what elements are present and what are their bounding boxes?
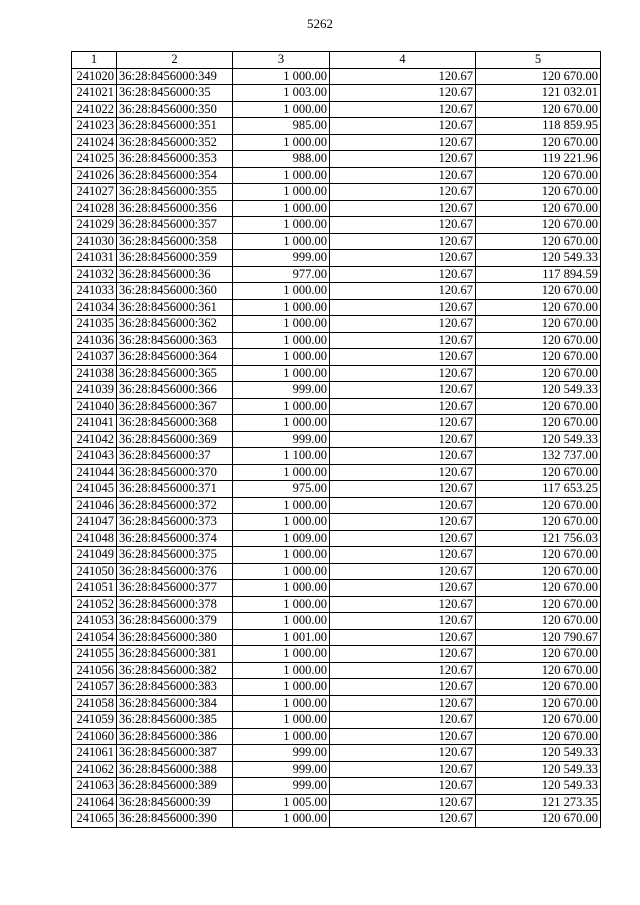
row-number-cell: 241058 [72,695,117,712]
area-cell: 1 000.00 [233,184,330,201]
table-row [72,481,601,498]
cadastral-value-cell: 117 894.59 [476,266,601,283]
cadastral-value-cell: 120 670.00 [476,68,601,85]
area-cell: 1 000.00 [233,332,330,349]
cadastral-value-cell: 120 670.00 [476,101,601,118]
rate-cell: 120.67 [330,151,476,168]
row-number-cell: 241051 [72,580,117,597]
row-number-cell: 241043 [72,448,117,465]
table-row [72,761,601,778]
table-row [72,712,601,729]
rate-cell: 120.67 [330,514,476,531]
cadastral-value-cell: 120 670.00 [476,365,601,382]
rate-cell: 120.67 [330,712,476,729]
rate-cell: 120.67 [330,316,476,333]
cadastral-value-cell: 120 670.00 [476,332,601,349]
cadastral-number-cell: 36:28:8456000:350 [117,101,233,118]
area-cell: 1 000.00 [233,596,330,613]
cadastral-value-cell: 120 670.00 [476,646,601,663]
cadastral-number-cell: 36:28:8456000:374 [117,530,233,547]
cadastral-value-cell: 118 859.95 [476,118,601,135]
row-number-cell: 241039 [72,382,117,399]
cadastral-value-cell: 120 670.00 [476,184,601,201]
cadastral-number-cell: 36:28:8456000:371 [117,481,233,498]
rate-cell: 120.67 [330,431,476,448]
area-cell: 977.00 [233,266,330,283]
area-cell: 1 000.00 [233,365,330,382]
cadastral-number-cell: 36:28:8456000:388 [117,761,233,778]
cadastral-number-cell: 36:28:8456000:381 [117,646,233,663]
cadastral-value-cell: 120 670.00 [476,233,601,250]
row-number-cell: 241049 [72,547,117,564]
cadastral-value-cell: 120 670.00 [476,580,601,597]
cadastral-value-cell: 120 670.00 [476,349,601,366]
area-cell: 1 000.00 [233,134,330,151]
area-cell: 1 000.00 [233,200,330,217]
table-row [72,563,601,580]
rate-cell: 120.67 [330,563,476,580]
rate-cell: 120.67 [330,250,476,267]
table-row [72,778,601,795]
table-row [72,233,601,250]
area-cell: 1 000.00 [233,712,330,729]
rate-cell: 120.67 [330,728,476,745]
cadastral-value-cell: 120 670.00 [476,398,601,415]
table-row [72,151,601,168]
row-number-cell: 241030 [72,233,117,250]
rate-cell: 120.67 [330,118,476,135]
row-number-cell: 241032 [72,266,117,283]
table-row [72,547,601,564]
rate-cell: 120.67 [330,596,476,613]
row-number-cell: 241063 [72,778,117,795]
cadastral-number-cell: 36:28:8456000:362 [117,316,233,333]
cadastral-number-cell: 36:28:8456000:385 [117,712,233,729]
table-body [72,68,601,827]
rate-cell: 120.67 [330,167,476,184]
table-row [72,646,601,663]
row-number-cell: 241037 [72,349,117,366]
area-cell: 999.00 [233,382,330,399]
cadastral-number-cell: 36:28:8456000:39 [117,794,233,811]
row-number-cell: 241045 [72,481,117,498]
row-number-cell: 241042 [72,431,117,448]
row-number-cell: 241057 [72,679,117,696]
row-number-cell: 241059 [72,712,117,729]
rate-cell: 120.67 [330,613,476,630]
rate-cell: 120.67 [330,547,476,564]
table-row [72,596,601,613]
cadastral-number-cell: 36:28:8456000:349 [117,68,233,85]
rate-cell: 120.67 [330,481,476,498]
rate-cell: 120.67 [330,299,476,316]
cadastral-value-cell: 121 756.03 [476,530,601,547]
row-number-cell: 241023 [72,118,117,135]
cadastral-value-table [71,51,601,828]
rate-cell: 120.67 [330,745,476,762]
cadastral-value-cell: 120 549.33 [476,431,601,448]
cadastral-value-cell: 120 670.00 [476,563,601,580]
rate-cell: 120.67 [330,530,476,547]
cadastral-number-cell: 36:28:8456000:387 [117,745,233,762]
area-cell: 1 000.00 [233,415,330,432]
cadastral-value-cell: 120 670.00 [476,712,601,729]
row-number-cell: 241046 [72,497,117,514]
rate-cell: 120.67 [330,332,476,349]
table-row [72,101,601,118]
table-row [72,514,601,531]
cadastral-value-cell: 117 653.25 [476,481,601,498]
cadastral-value-cell: 120 670.00 [476,464,601,481]
area-cell: 1 100.00 [233,448,330,465]
table-row [72,217,601,234]
area-cell: 1 000.00 [233,316,330,333]
cadastral-value-cell: 120 670.00 [476,547,601,564]
table-row [72,629,601,646]
row-number-cell: 241061 [72,745,117,762]
area-cell: 1 000.00 [233,580,330,597]
rate-cell: 120.67 [330,448,476,465]
column-header-5: 5 [476,52,601,69]
table-row [72,365,601,382]
rate-cell: 120.67 [330,85,476,102]
cadastral-number-cell: 36:28:8456000:375 [117,547,233,564]
table-row [72,431,601,448]
cadastral-number-cell: 36:28:8456000:357 [117,217,233,234]
cadastral-number-cell: 36:28:8456000:358 [117,233,233,250]
cadastral-number-cell: 36:28:8456000:37 [117,448,233,465]
row-number-cell: 241064 [72,794,117,811]
area-cell: 1 000.00 [233,398,330,415]
rate-cell: 120.67 [330,794,476,811]
row-number-cell: 241022 [72,101,117,118]
area-cell: 1 000.00 [233,811,330,828]
cadastral-value-cell: 121 273.35 [476,794,601,811]
table-row [72,811,601,828]
page-number: 5262 [307,16,333,31]
table-row [72,398,601,415]
area-cell: 1 000.00 [233,646,330,663]
rate-cell: 120.67 [330,629,476,646]
cadastral-value-cell: 120 670.00 [476,514,601,531]
area-cell: 1 000.00 [233,679,330,696]
cadastral-number-cell: 36:28:8456000:365 [117,365,233,382]
cadastral-number-cell: 36:28:8456000:355 [117,184,233,201]
rate-cell: 120.67 [330,266,476,283]
area-cell: 1 000.00 [233,233,330,250]
row-number-cell: 241036 [72,332,117,349]
row-number-cell: 241056 [72,662,117,679]
table-row [72,134,601,151]
area-cell: 1 000.00 [233,497,330,514]
cadastral-number-cell: 36:28:8456000:376 [117,563,233,580]
cadastral-number-cell: 36:28:8456000:367 [117,398,233,415]
cadastral-number-cell: 36:28:8456000:36 [117,266,233,283]
rate-cell: 120.67 [330,497,476,514]
table-row [72,283,601,300]
rate-cell: 120.67 [330,200,476,217]
rate-cell: 120.67 [330,349,476,366]
column-header-2: 2 [117,52,233,69]
area-cell: 1 000.00 [233,695,330,712]
area-cell: 975.00 [233,481,330,498]
cadastral-number-cell: 36:28:8456000:377 [117,580,233,597]
area-cell: 1 000.00 [233,68,330,85]
cadastral-value-cell: 120 670.00 [476,283,601,300]
table-row [72,266,601,283]
cadastral-value-cell: 120 670.00 [476,662,601,679]
table-row [72,167,601,184]
cadastral-value-cell: 120 549.33 [476,778,601,795]
row-number-cell: 241055 [72,646,117,663]
cadastral-number-cell: 36:28:8456000:386 [117,728,233,745]
column-header-1: 1 [72,52,117,69]
table-row [72,794,601,811]
rate-cell: 120.67 [330,283,476,300]
cadastral-value-cell: 121 032.01 [476,85,601,102]
table-row [72,316,601,333]
row-number-cell: 241060 [72,728,117,745]
cadastral-value-cell: 132 737.00 [476,448,601,465]
row-number-cell: 241053 [72,613,117,630]
row-number-cell: 241047 [72,514,117,531]
area-cell: 1 000.00 [233,101,330,118]
row-number-cell: 241044 [72,464,117,481]
cadastral-number-cell: 36:28:8456000:352 [117,134,233,151]
cadastral-value-cell: 120 549.33 [476,382,601,399]
table-row [72,464,601,481]
table-row [72,662,601,679]
cadastral-number-cell: 36:28:8456000:379 [117,613,233,630]
cadastral-value-cell: 120 670.00 [476,134,601,151]
table-row [72,118,601,135]
cadastral-value-cell: 120 670.00 [476,316,601,333]
cadastral-value-cell: 120 670.00 [476,200,601,217]
cadastral-value-cell: 120 549.33 [476,745,601,762]
cadastral-number-cell: 36:28:8456000:360 [117,283,233,300]
area-cell: 1 009.00 [233,530,330,547]
cadastral-value-cell: 120 670.00 [476,415,601,432]
area-cell: 1 000.00 [233,167,330,184]
cadastral-number-cell: 36:28:8456000:368 [117,415,233,432]
cadastral-value-cell: 120 670.00 [476,299,601,316]
rate-cell: 120.67 [330,68,476,85]
area-cell: 985.00 [233,118,330,135]
table-row [72,200,601,217]
table-row [72,250,601,267]
table-row [72,68,601,85]
row-number-cell: 241029 [72,217,117,234]
row-number-cell: 241020 [72,68,117,85]
cadastral-number-cell: 36:28:8456000:383 [117,679,233,696]
row-number-cell: 241065 [72,811,117,828]
area-cell: 1 000.00 [233,514,330,531]
cadastral-number-cell: 36:28:8456000:364 [117,349,233,366]
table-row [72,613,601,630]
rate-cell: 120.67 [330,398,476,415]
cadastral-value-cell: 120 670.00 [476,217,601,234]
table-row [72,382,601,399]
cadastral-number-cell: 36:28:8456000:370 [117,464,233,481]
cadastral-number-cell: 36:28:8456000:353 [117,151,233,168]
row-number-cell: 241031 [72,250,117,267]
rate-cell: 120.67 [330,134,476,151]
table-row [72,695,601,712]
table-row [72,299,601,316]
cadastral-number-cell: 36:28:8456000:369 [117,431,233,448]
area-cell: 1 000.00 [233,283,330,300]
rate-cell: 120.67 [330,580,476,597]
rate-cell: 120.67 [330,778,476,795]
cadastral-number-cell: 36:28:8456000:363 [117,332,233,349]
table-row [72,448,601,465]
area-cell: 1 000.00 [233,547,330,564]
area-cell: 988.00 [233,151,330,168]
cadastral-number-cell: 36:28:8456000:361 [117,299,233,316]
rate-cell: 120.67 [330,233,476,250]
table-row [72,184,601,201]
row-number-cell: 241033 [72,283,117,300]
rate-cell: 120.67 [330,382,476,399]
cadastral-number-cell: 36:28:8456000:366 [117,382,233,399]
table-row [72,415,601,432]
row-number-cell: 241062 [72,761,117,778]
cadastral-value-cell: 120 549.33 [476,761,601,778]
area-cell: 1 001.00 [233,629,330,646]
area-cell: 999.00 [233,250,330,267]
row-number-cell: 241028 [72,200,117,217]
area-cell: 1 000.00 [233,464,330,481]
table-row [72,679,601,696]
column-header-3: 3 [233,52,330,69]
cadastral-value-cell: 120 670.00 [476,811,601,828]
row-number-cell: 241027 [72,184,117,201]
table-header-row [72,52,601,69]
area-cell: 1 000.00 [233,662,330,679]
row-number-cell: 241026 [72,167,117,184]
rate-cell: 120.67 [330,184,476,201]
cadastral-value-cell: 120 549.33 [476,250,601,267]
rate-cell: 120.67 [330,646,476,663]
table-row [72,332,601,349]
table-row [72,580,601,597]
row-number-cell: 241040 [72,398,117,415]
row-number-cell: 241050 [72,563,117,580]
row-number-cell: 241038 [72,365,117,382]
table-row [72,85,601,102]
row-number-cell: 241024 [72,134,117,151]
cadastral-value-cell: 120 670.00 [476,679,601,696]
area-cell: 999.00 [233,431,330,448]
rate-cell: 120.67 [330,464,476,481]
cadastral-number-cell: 36:28:8456000:378 [117,596,233,613]
cadastral-value-cell: 119 221.96 [476,151,601,168]
rate-cell: 120.67 [330,217,476,234]
cadastral-number-cell: 36:28:8456000:390 [117,811,233,828]
table-row [72,745,601,762]
cadastral-number-cell: 36:28:8456000:359 [117,250,233,267]
area-cell: 999.00 [233,761,330,778]
area-cell: 1 000.00 [233,217,330,234]
rate-cell: 120.67 [330,679,476,696]
area-cell: 999.00 [233,778,330,795]
cadastral-number-cell: 36:28:8456000:354 [117,167,233,184]
rate-cell: 120.67 [330,365,476,382]
table-row [72,530,601,547]
table-row [72,349,601,366]
area-cell: 1 000.00 [233,299,330,316]
area-cell: 1 000.00 [233,349,330,366]
row-number-cell: 241025 [72,151,117,168]
row-number-cell: 241054 [72,629,117,646]
rate-cell: 120.67 [330,415,476,432]
cadastral-value-cell: 120 670.00 [476,695,601,712]
area-cell: 1 000.00 [233,728,330,745]
area-cell: 1 000.00 [233,613,330,630]
cadastral-number-cell: 36:28:8456000:389 [117,778,233,795]
cadastral-number-cell: 36:28:8456000:356 [117,200,233,217]
rate-cell: 120.67 [330,695,476,712]
row-number-cell: 241021 [72,85,117,102]
cadastral-number-cell: 36:28:8456000:380 [117,629,233,646]
area-cell: 1 000.00 [233,563,330,580]
area-cell: 999.00 [233,745,330,762]
row-number-cell: 241048 [72,530,117,547]
rate-cell: 120.67 [330,101,476,118]
area-cell: 1 003.00 [233,85,330,102]
column-header-4: 4 [330,52,476,69]
cadastral-number-cell: 36:28:8456000:384 [117,695,233,712]
row-number-cell: 241052 [72,596,117,613]
cadastral-number-cell: 36:28:8456000:382 [117,662,233,679]
cadastral-value-cell: 120 670.00 [476,497,601,514]
cadastral-value-cell: 120 670.00 [476,613,601,630]
row-number-cell: 241035 [72,316,117,333]
row-number-cell: 241041 [72,415,117,432]
cadastral-number-cell: 36:28:8456000:351 [117,118,233,135]
cadastral-number-cell: 36:28:8456000:372 [117,497,233,514]
table-row [72,497,601,514]
cadastral-value-cell: 120 790.67 [476,629,601,646]
cadastral-value-cell: 120 670.00 [476,167,601,184]
table-row [72,728,601,745]
row-number-cell: 241034 [72,299,117,316]
rate-cell: 120.67 [330,811,476,828]
area-cell: 1 005.00 [233,794,330,811]
cadastral-value-cell: 120 670.00 [476,728,601,745]
rate-cell: 120.67 [330,662,476,679]
rate-cell: 120.67 [330,761,476,778]
cadastral-value-cell: 120 670.00 [476,596,601,613]
cadastral-number-cell: 36:28:8456000:35 [117,85,233,102]
cadastral-number-cell: 36:28:8456000:373 [117,514,233,531]
